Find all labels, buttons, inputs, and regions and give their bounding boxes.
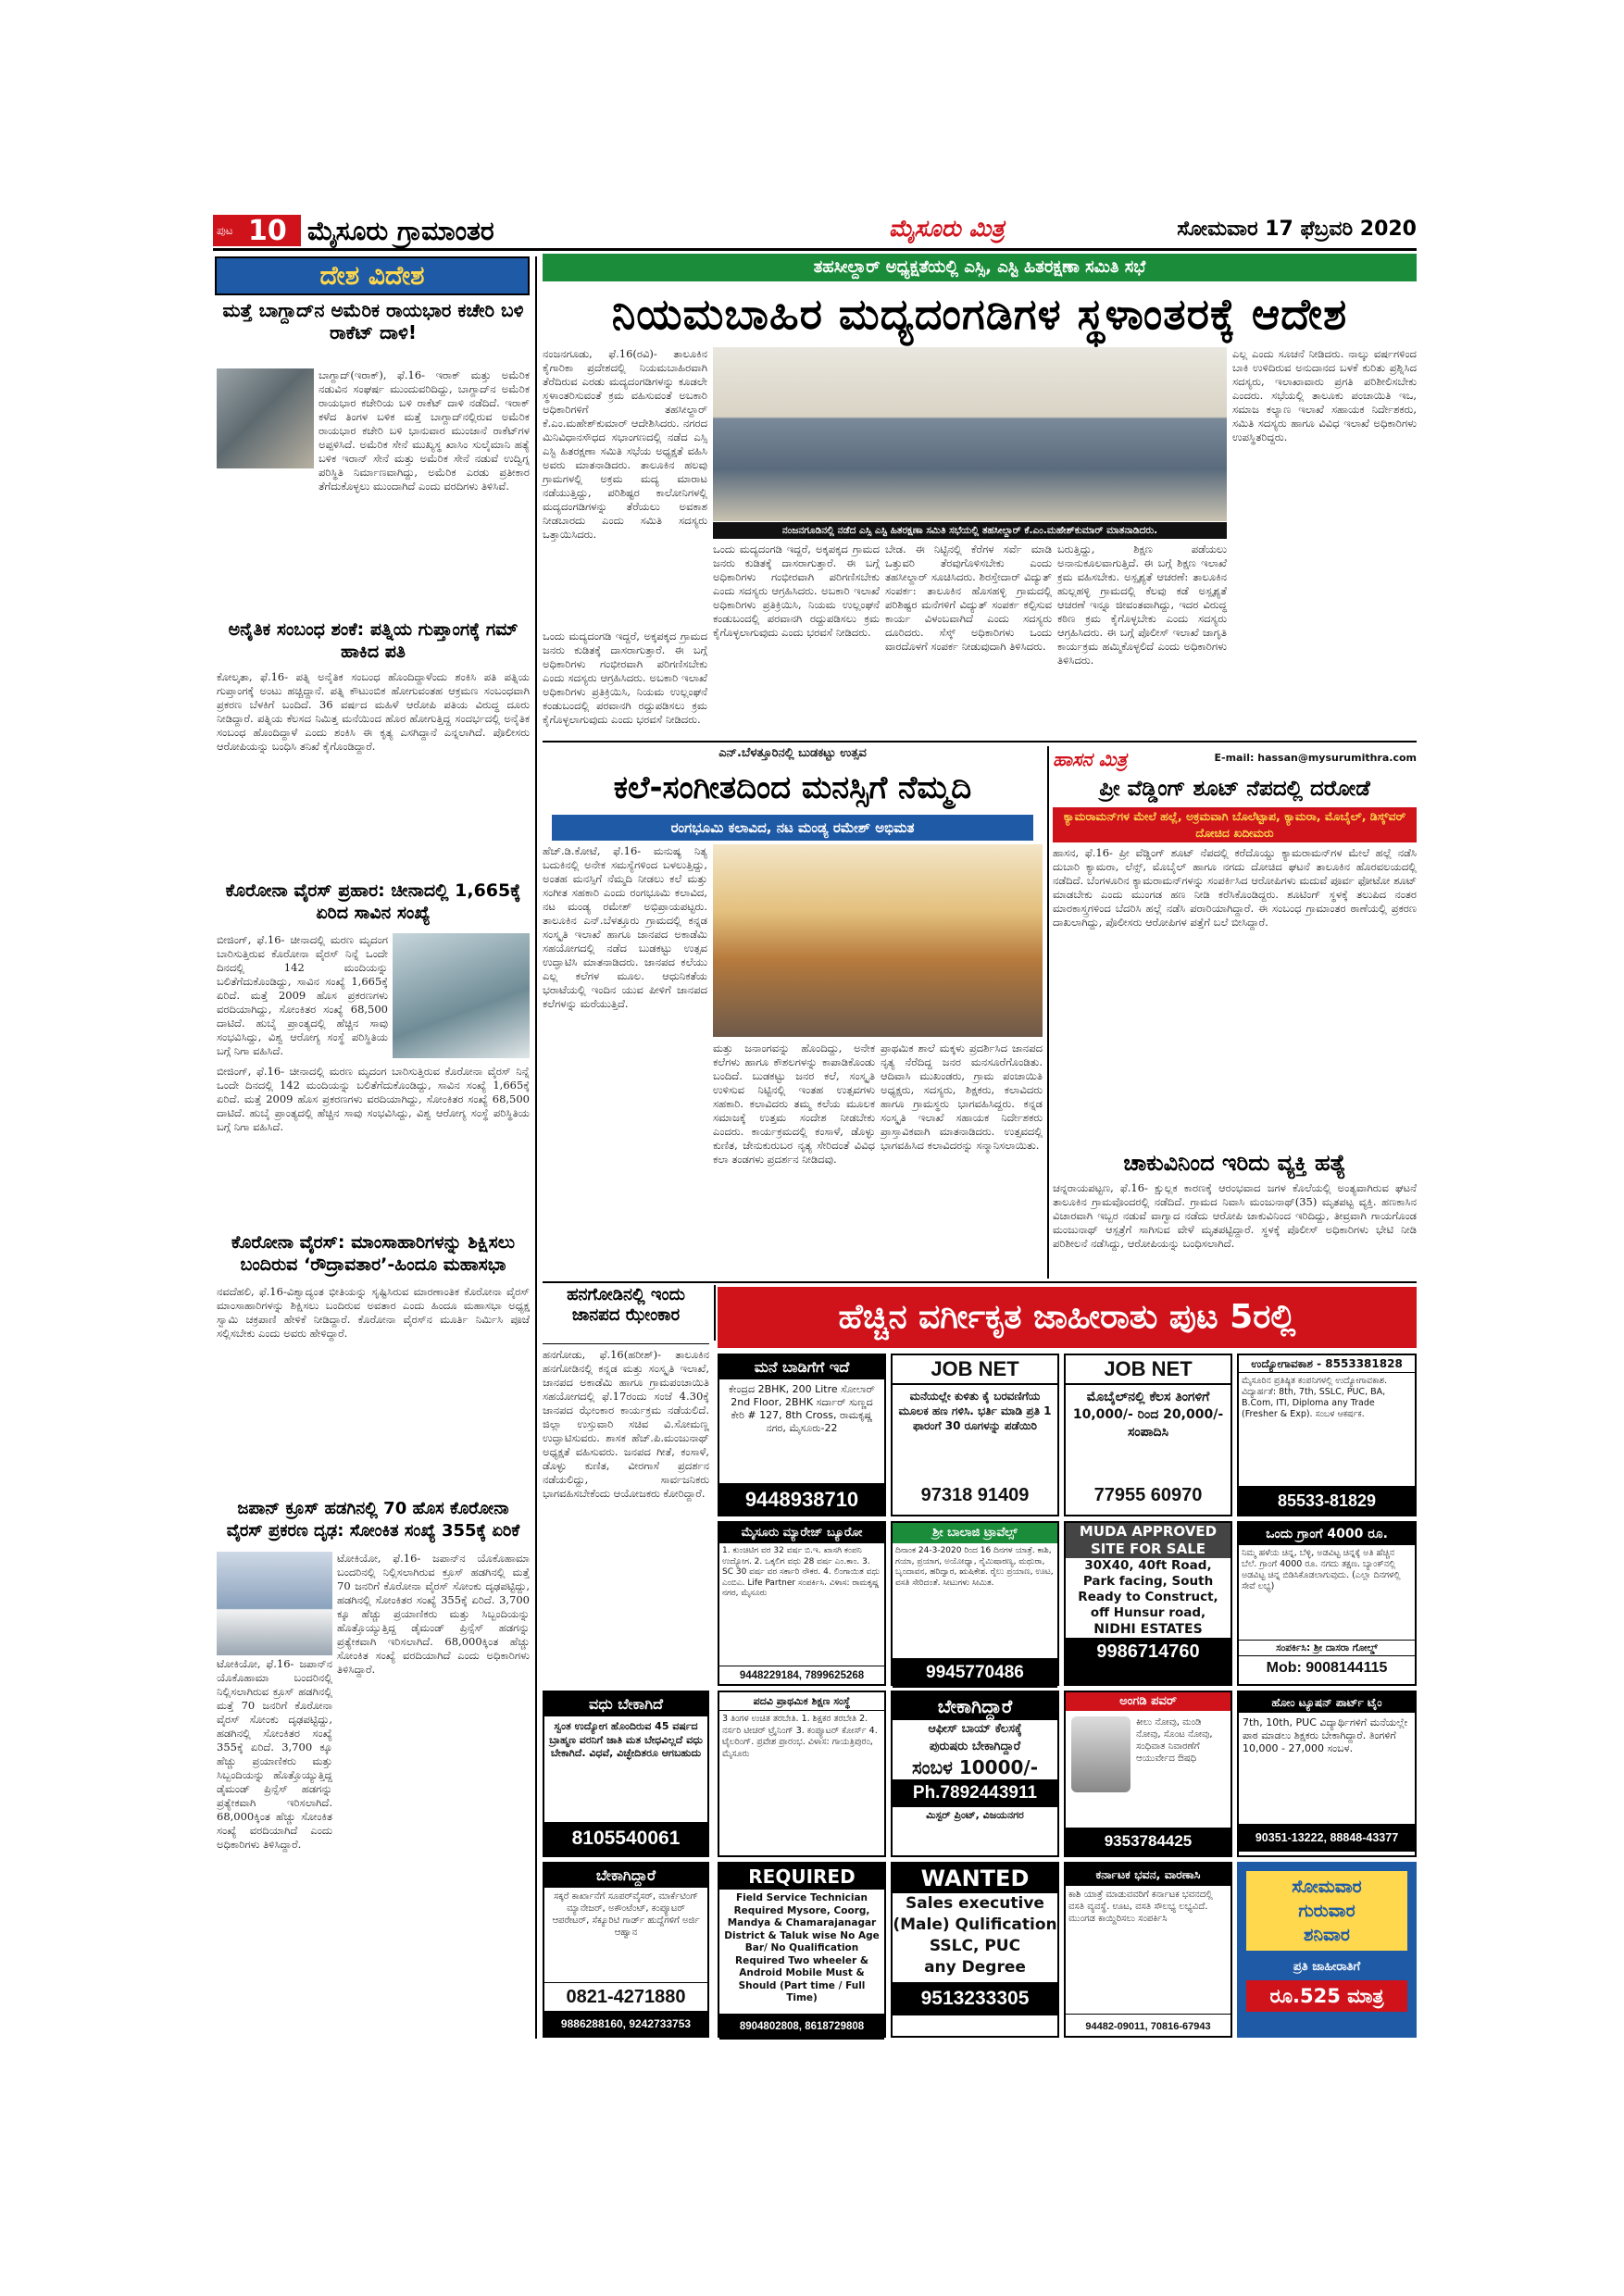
ad-marriage-bureau bbox=[718, 1521, 886, 1686]
ad-tuition bbox=[1237, 1691, 1417, 1857]
lead-photo-caption: ನಂಜನಗೂಡಿನಲ್ಲಿ ನಡೆದ ಎಸ್ಸಿ ಎಸ್ಟಿ ಹಿತರಕ್ಷಣಾ ಸಮಿತಿ ಸಭೆಯಲ್ಲಿ ತಹಸೀಲ್ದಾರ್ ಕೆ.ಎಂ.ಮಹೇಶ್‌ಕುಮಾರ್ ಮಾತನಾಡಿದರು. bbox=[713, 522, 1227, 539]
ad-house-heading: ಮನೆ ಬಾಡಿಗೆಗೆ ಇದೆ bbox=[719, 1355, 884, 1379]
lead-headline: ನಿಯಮಬಾಹಿರ ಮದ್ಯದಂಗಡಿಗಳ ಸ್ಥಳಾಂತರಕ್ಕೆ ಆದೇಶ bbox=[611, 289, 1348, 339]
story5-body-cont bbox=[217, 1657, 332, 1851]
lead-kicker-bar bbox=[543, 254, 1417, 281]
ad-ayurveda bbox=[1064, 1691, 1232, 1857]
ad-muda-line5: Ready to Construct, bbox=[1078, 1590, 1218, 1604]
ad-muda-line6: off Hunsur road, bbox=[1090, 1605, 1206, 1620]
ad-jobnet1-phone: 97318 91409 bbox=[920, 1485, 1030, 1505]
lead-col4: ಬರುತ್ತಿದ್ದು, ಶಿಕ್ಷಣ ಪಡೆಯಲು ಅನಾನುಕೂಲವಾಗುತ್ತಿದೆ. ಈ ಬಗ್ಗೆ ಶಿಕ್ಷಣ ಇಲಾಖೆ ಕ್ರಮ ವಹಿಸಬೇಕು. ಅಸ್ಪೃಶ್ಯತೆ ಆಚರಣೆ: ತಾಲೂಕಿನ ಹುಲ್ಲಹಳ್ಳಿ ಗ್ರಾಮದಲ್ಲಿ ಕೆಲವು ಕಡೆ ಅಸ್ಪೃಶ್ಯತೆ ಆಚರಣೆ ಇನ್ನೂ ಜೀವಂತವಾಗಿದ್ದು, ಇದರ ವಿರುದ್ಧ ಕಠಿಣ ಕ್ರಮ ಕೈಗೊಳ್ಳಬೇಕು ಎಂದು ಸದಸ್ಯರು ಆಗ್ರಹಿಸಿದರು. ಈ ಬಗ್ಗೆ ಪೊಲೀಸ್ ಇಲಾಖೆ ಜಾಗೃತಿ ಕಾರ್ಯಕ್ರಮ ಹಮ್ಮಿಕೊಳ್ಳಲಿದೆ ಎಂದು ಅಧಿಕಾರಿಗಳು ತಿಳಿಸಿದರು. bbox=[1057, 543, 1227, 667]
ad-promo-line2: ಗುರುವಾರ bbox=[1298, 1901, 1355, 1921]
ad-office-line1: ಆಫೀಸ್ ಬಾಯ್ ಕೆಲಸಕ್ಕೆ bbox=[928, 1722, 1022, 1736]
ad-office-line4: ಮಿಸ್ಟರ್ ಪ್ರಿಂಟ್, ವಿಜಯನಗರ bbox=[926, 1809, 1024, 1821]
ad-balaji-phone: 9945770486 bbox=[893, 1658, 1057, 1688]
ad-jobnet-2 bbox=[1064, 1354, 1232, 1516]
ad-wanted2-line1: Sales executive bbox=[906, 1894, 1044, 1913]
ad-wanted2-phone: 9513233305 bbox=[893, 1982, 1057, 2015]
ad-required-heading: REQUIRED bbox=[719, 1864, 884, 1890]
ad-muda-line3: 30X40, 40ft Road, bbox=[1084, 1558, 1212, 1573]
hasana-story2-headline: ಚಾಕುವಿನಿಂದ ಇರಿದು ವ್ಯಕ್ತಿ ಹತ್ಯೆ bbox=[1123, 1150, 1346, 1176]
section-title: ಮೈಸೂರು ಗ್ರಾಮಾಂತರ bbox=[307, 216, 494, 246]
page-tag: ಪುಟ bbox=[217, 224, 233, 237]
mid-divider bbox=[543, 1281, 1417, 1283]
ad-wanted2-line4: any Degree bbox=[924, 1958, 1026, 1977]
ad-wanted-1 bbox=[543, 1862, 709, 2038]
ad-bride-heading: ವಧು ಬೇಕಾಗಿದೆ bbox=[544, 1692, 707, 1716]
ad-bride-phone: 8105540061 bbox=[544, 1822, 707, 1855]
ad-karnataka-heading: ಕರ್ನಾಟಕ ಭವನ, ವಾರಣಾಸಿ bbox=[1066, 1864, 1230, 1886]
arts-photo bbox=[713, 844, 1043, 1037]
story1-photo bbox=[217, 368, 314, 468]
ad-karnataka-phone: 94482-09011, 70816-67943 bbox=[1066, 2014, 1230, 2039]
ad-promo-line3: ಶನಿವಾರ bbox=[1304, 1925, 1350, 1945]
ad-tuition-body: 7th, 10th, PUC ವಿದ್ಯಾರ್ಥಿಗಳಿಗೆ ಮನೆಯಲ್ಲೇ ಪಾಠ ಮಾಡಲು ಶಿಕ್ಷಕರು ಬೇಕಾಗಿದ್ದಾರೆ. ತಿಂಗಳಿಗೆ 10,000 - 27,000 ಸಂಬಳ. bbox=[1243, 1716, 1408, 1754]
lead-divider bbox=[543, 741, 1417, 742]
ad-wanted1-phone2: 9886288160, 9242733753 bbox=[544, 2011, 707, 2037]
arts-col1: ಹೆಚ್.ಡಿ.ಕೋಟೆ, ಫೆ.16- ಮನುಷ್ಯ ನಿತ್ಯ ಬದುಕಿನಲ್ಲಿ ಅನೇಕ ಸಮಸ್ಯೆಗಳಿಂದ ಬಳಲುತ್ತಿದ್ದು, ಅಂತಹ ಮನಸ್ಸಿಗೆ ನೆಮ್ಮದಿ ನೀಡಲು ಕಲೆ ಮತ್ತು ಸಂಗೀತ ಸಹಕಾರಿ ಎಂದು ರಂಗಭೂಮಿ ಕಲಾವಿದ, ನಟ ಮಂಡ್ಯ ರಮೇಶ್ ಅಭಿಪ್ರಾಯಪಟ್ಟರು. ತಾಲೂಕಿನ ಎನ್.ಬೆಳತ್ತೂರು ಗ್ರಾಮದಲ್ಲಿ ಕನ್ನಡ ಸಂಸ್ಕೃತಿ ಇಲಾಖೆ ಹಾಗೂ ಜಾನಪದ ಅಕಾಡೆಮಿ ಸಹಯೋಗದಲ್ಲಿ ನಡೆದ ಬುಡಕಟ್ಟು ಉತ್ಸವ ಉದ್ಘಾಟಿಸಿ ಮಾತನಾಡಿದರು. ಜಾನಪದ ಕಲೆಯು ಎಲ್ಲ ಕಲೆಗಳ ಮೂಲ. ಆಧುನಿಕತೆಯ ಭರಾಟೆಯಲ್ಲಿ ಇಂದಿನ ಯುವ ಪೀಳಿಗೆ ಜಾನಪದ ಕಲೆಗಳನ್ನು ಮರೆಯುತ್ತಿದೆ. bbox=[543, 844, 707, 1010]
ad-house-rent bbox=[718, 1354, 886, 1516]
classifieds-banner bbox=[718, 1287, 1417, 1348]
story3-photo bbox=[393, 933, 530, 1058]
ad-bride-wanted bbox=[543, 1691, 709, 1857]
story5-body: ಟೋಕಿಯೋ, ಫೆ.16- ಜಪಾನ್‌ನ ಯೊಕೊಹಾಮಾ ಬಂದರಿನಲ್ಲಿ ನಿಲ್ಲಿಸಲಾಗಿರುವ ಕ್ರೂಸ್ ಹಡಗಿನಲ್ಲಿ ಮತ್ತೆ 70 ಜನರಿಗೆ ಕೊರೋನಾ ವೈರಸ್ ಸೋಂಕು ದೃಢಪಟ್ಟಿದ್ದು, ಹಡಗಿನಲ್ಲಿ ಸೋಂಕಿತರ ಸಂಖ್ಯೆ 355ಕ್ಕೆ ಏರಿದೆ. 3,700 ಕ್ಕೂ ಹೆಚ್ಚು ಪ್ರಯಾಣಿಕರು ಮತ್ತು ಸಿಬ್ಬಂದಿಯನ್ನು ಹೊತ್ತೊಯ್ಯುತ್ತಿದ್ದ ಡೈಮಂಡ್ ಪ್ರಿನ್ಸೆಸ್ ಹಡಗನ್ನು ಪ್ರತ್ಯೇಕವಾಗಿ ಇರಿಸಲಾಗಿದೆ. 68,000ಕ್ಕಿಂತ ಹೆಚ್ಚು ಸೋಂಕಿತ ಸಂಖ್ಯೆ ವರದಿಯಾಗಿದೆ ಎಂದು ಅಧಿಕಾರಿಗಳು ತಿಳಿಸಿದ್ದಾರೆ. bbox=[337, 1552, 530, 1676]
ad-gold bbox=[1237, 1521, 1417, 1686]
ad-gold-heading: ಒಂದು ಗ್ರಾಂಗೆ 4000 ರೂ. bbox=[1239, 1523, 1415, 1545]
ad-required bbox=[718, 1862, 886, 2038]
ad-karnataka-body: ಕಾಶಿ ಯಾತ್ರೆ ಮಾಡುವವರಿಗೆ ಕರ್ನಾಟಕ ಭವನದಲ್ಲಿ ವಸತಿ ವ್ಯವಸ್ಥೆ. ಊಟ, ವಸತಿ ಸೌಲಭ್ಯ ಲಭ್ಯವಿದೆ. ಮುಂಗಡ ಕಾಯ್ದಿರಿಸಲು ಸಂಪರ್ಕಿಸಿ bbox=[1068, 1890, 1213, 1924]
ad-karnataka-bhavana bbox=[1064, 1862, 1232, 2038]
arts-subhead-bar bbox=[552, 815, 1033, 841]
ad-required-phone: 8904802808, 8618729808 bbox=[719, 2014, 884, 2040]
hasana-story1-headline: ಪ್ರೀ ವೆಡ್ಡಿಂಗ್ ಶೂಟ್ ನೆಪದಲ್ಲಿ ದರೋಡೆ bbox=[1099, 777, 1370, 801]
ad-muda-line4: Park facing, South bbox=[1082, 1574, 1214, 1589]
lead-kicker: ತಹಸೀಲ್ದಾರ್ ಅಧ್ಯಕ್ಷತೆಯಲ್ಲಿ ಎಸ್ಸಿ, ಎಸ್ಟಿ ಹಿತರಕ್ಷಣಾ ಸಮಿತಿ ಸಭೆ bbox=[813, 257, 1146, 277]
masthead-rule bbox=[213, 248, 1417, 251]
ad-muda-phone: 9986714760 bbox=[1096, 1641, 1200, 1662]
story1-body: ಬಾಗ್ದಾದ್(ಇರಾಕ್), ಫೆ.16- ಇರಾಕ್ ಮತ್ತು ಅಮೆರಿಕ ನಡುವಿನ ಸಂಘರ್ಷ ಮುಂದುವರಿದಿದ್ದು, ಬಾಗ್ದಾದ್‌ನ ಅಮೆರಿಕ ರಾಯಭಾರ ಕಚೇರಿಯ ಬಳಿ ರಾಕೆಟ್ ದಾಳಿ ನಡೆದಿದೆ. ಇರಾಕ್ ಕಳೆದ ತಿಂಗಳ ಬಳಿಕ ಮತ್ತೆ ಬಾಗ್ದಾದ್‌ನಲ್ಲಿರುವ ಅಮೆರಿಕ ರಾಯಭಾರ ಕಚೇರಿ ಬಳಿ ಭಾನುವಾರ ಮುಂಜಾನೆ ರಾಕೆಟ್‌ಗಳ ಅಪ್ಪಳಿಸಿದೆ. ಅಮೆರಿಕ ಸೇನೆ ಮುಖ್ಯಸ್ಥ ಖಾಸಿಂ ಸುಲೈಮಾನಿ ಹತ್ಯೆ ಬಳಿಕ ಇರಾನ್ ಸೇನೆ ಮತ್ತು ಅಮೆರಿಕ ಸೇನೆ ನಡುವೆ ಉದ್ವಿಗ್ನ ಪರಿಸ್ಥಿತಿ ನಿರ್ಮಾಣವಾಗಿದ್ದು, ಅಮೆರಿಕ ಎರಡು ಪ್ರತೀಕಾರ ತೆಗೆದುಕೊಳ್ಳಲು ಮುಂದಾಗಿದೆ ಎಂದು ವರದಿಗಳು ತಿಳಿಸಿವೆ. bbox=[319, 368, 530, 493]
ad-ayur-product bbox=[1071, 1716, 1131, 1792]
ad-office-heading: ಬೇಕಾಗಿದ್ದಾರೆ bbox=[893, 1692, 1057, 1720]
ad-muda-line1: MUDA APPROVED bbox=[1066, 1523, 1230, 1541]
hanagodu-divider bbox=[714, 1285, 716, 1341]
ad-balaji-travels bbox=[891, 1521, 1059, 1686]
story4-headline: ಕೊರೋನಾ ವೈರಸ್: ಮಾಂಸಾಹಾರಿಗಳನ್ನು ಶಿಕ್ಷಿಸಲು ಬಂದಿರುವ ‘ರೌದ್ರಾವತಾರ’-ಹಿಂದೂ ಮಹಾಸಭಾ bbox=[231, 1232, 516, 1275]
ad-udyoga bbox=[1237, 1354, 1417, 1516]
ad-promo-line4: ಪ್ರತಿ ಜಾಹೀರಾತಿಗೆ bbox=[1293, 1960, 1361, 1974]
left-column-divider bbox=[535, 256, 537, 2039]
lead-col1: ನಂಜನಗೂಡು, ಫೆ.16(ರವಿ)- ತಾಲೂಕಿನ ಕೈಗಾರಿಕಾ ಪ್ರದೇಶದಲ್ಲಿ ನಿಯಮಬಾಹಿರವಾಗಿ ತೆರೆದಿರುವ ಎರಡು ಮದ್ಯದಂಗಡಿಗಳನ್ನು ಕೂಡಲೇ ಸ್ಥಳಾಂತರಿಸುವಂತೆ ಕ್ರಮ ವಹಿಸುವಂತೆ ಅಬಕಾರಿ ಅಧಿಕಾರಿಗಳಿಗೆ ತಹಸೀಲ್ದಾರ್ ಕೆ.ಎಂ.ಮಹೇಶ್‌ಕುಮಾರ್ ಆದೇಶಿಸಿದರು. ನಗರದ ಮಿನಿವಿಧಾನಸೌಧದ ಸಭಾಂಗಣದಲ್ಲಿ ನಡೆದ ಎಸ್ಸಿ ಎಸ್ಟಿ ಹಿತರಕ್ಷಣಾ ಸಮಿತಿ ಸಭೆಯ ಅಧ್ಯಕ್ಷತೆ ವಹಿಸಿ ಅವರು ಮಾತನಾಡಿದರು. ತಾಲೂಕಿನ ಹಲವು ಗ್ರಾಮಗಳಲ್ಲಿ ಅಕ್ರಮ ಮದ್ಯ ಮಾರಾಟ ನಡೆಯುತ್ತಿದ್ದು, ಪರಿಶಿಷ್ಟರ ಕಾಲೋನಿಗಳಲ್ಲಿ ಮದ್ಯದಂಗಡಿಗಳನ್ನು ತೆರೆಯಲು ಅವಕಾಶ ನೀಡಬಾರದು ಎಂದು ಸಮಿತಿ ಸದಸ್ಯರು ಒತ್ತಾಯಿಸಿದರು. bbox=[543, 347, 707, 541]
hasana-story1-subhead: ಕ್ಯಾಮರಾಮನ್‌ಗಳ ಮೇಲೆ ಹಲ್ಲೆ, ಅಕ್ರಮವಾಗಿ ಬೊಲೆಟ್ಟಾಪ, ಕ್ಯಾಮರಾ, ಮೊಬೈಲ್, ಡಿಸ್ಕ್‌ವರ್ ದೋಚಿದ ಖದೀಮರು bbox=[1063, 809, 1406, 840]
ad-college-body: 3 ತಿಂಗಳ ಉಚಿತ ತರಬೇತಿ. 1. ಶಿಕ್ಷಕರ ತರಬೇತಿ 2. ನರ್ಸರಿ ಟೀಚರ್ ಟ್ರೈನಿಂಗ್ 3. ಕಂಪ್ಯೂಟರ್ ಕೋರ್ಸ್ 4. ಟೈಲರಿಂಗ್. ಪ್ರವೇಶ ಪ್ರಾರಂಭ. ವಿಳಾಸ: ಗಾಯತ್ರಿಪುರಂ, ಮೈಸೂರು bbox=[722, 1714, 878, 1759]
ad-jobnet2-phone: 77955 60970 bbox=[1093, 1485, 1203, 1505]
hasana-story1-subhead-bar bbox=[1053, 807, 1417, 842]
story4-body: ನವದೆಹಲಿ, ಫೆ.16-ವಿಶ್ವಾದ್ಯಂತ ಭೀತಿಯನ್ನು ಸೃಷ್ಟಿಸಿರುವ ಮಾರಣಾಂತಿಕ ಕೊರೋನಾ ವೈರಸ್ ಮಾಂಸಾಹಾರಿಗಳನ್ನು ಶಿಕ್ಷಿಸಲು ಬಂದಿರುವ ಅವತಾರ ಎಂದು ಹಿಂದೂ ಮಹಾಸಭಾ ಅಧ್ಯಕ್ಷ ಸ್ವಾಮಿ ಚಕ್ರಪಾಣಿ ಹೇಳಿಕೆ ನೀಡಿದ್ದಾರೆ. ಕೊರೋನಾ ವೈರಸ್‌ನ ಮೂರ್ತಿ ನಿರ್ಮಿಸಿ ಪೂಜೆ ಸಲ್ಲಿಸಬೇಕು ಎಂದು ಅವರು ಹೇಳಿದ್ದಾರೆ. bbox=[217, 1285, 530, 1340]
page-number-badge bbox=[213, 215, 301, 246]
story1-headline: ಮತ್ತೆ ಬಾಗ್ದಾದ್‌ನ ಅಮೆರಿಕ ರಾಯಭಾರ ಕಚೇರಿ ಬಳಿ ರಾಕೆಟ್ ದಾಳಿ! bbox=[222, 299, 524, 343]
story3-body-cont bbox=[217, 1065, 530, 1228]
ad-house-body: ಕೇಂದ್ರದ 2BHK, 200 Litre ಸೋಲಾರ್ 2nd Floor, 2BHK ಸರ್ದಾರ್ ಸುಣ್ಣದ ಕೇರಿ # 127, 8th Cross, ರಾಮಕೃಷ್ಣ ನಗರ, ಮೈಸೂರು-22 bbox=[728, 1383, 876, 1434]
hasana-email: E-mail: hassan@mysurumithra.com bbox=[1214, 752, 1417, 764]
ad-ayur-phone: 9353784425 bbox=[1066, 1828, 1230, 1855]
ad-jobnet-1 bbox=[891, 1354, 1059, 1516]
story5-photo bbox=[217, 1552, 332, 1655]
hanagodu-body: ಹನಗೋಡು, ಫೆ.16(ಹರೀಶ್)- ತಾಲೂಕಿನ ಹನಗೋಡಿನಲ್ಲಿ ಕನ್ನಡ ಮತ್ತು ಸಂಸ್ಕೃತಿ ಇಲಾಖೆ, ಜಾನಪದ ಅಕಾಡೆಮಿ ಹಾಗೂ ಗ್ರಾಮಪಂಚಾಯಿತಿ ಸಹಯೋಗದಲ್ಲಿ ಫೆ.17ರಂದು ಸಂಜೆ 4.30ಕ್ಕೆ ಜಾನಪದ ಝೇಂಕಾರ ಕಾರ್ಯಕ್ರಮ ನಡೆಯಲಿದೆ. ಜಿಲ್ಲಾ ಉಸ್ತುವಾರಿ ಸಚಿವ ವಿ.ಸೋಮಣ್ಣ ಉದ್ಘಾಟಿಸುವರು. ಶಾಸಕ ಹೆಚ್.ಪಿ.ಮಂಜುನಾಥ್ ಅಧ್ಯಕ್ಷತೆ ವಹಿಸುವರು. ಜನಪದ ಗೀತೆ, ಕಂಸಾಳೆ, ಡೊಳ್ಳು ಕುಣಿತ, ವೀರಗಾಸೆ ಪ್ರದರ್ಶನ ನಡೆಯಲಿದ್ದು, ಸಾರ್ವಜನಿಕರು ಭಾಗವಹಿಸಬೇಕೆಂದು ಆಯೋಜಕರು ಕೋರಿದ್ದಾರೆ. bbox=[543, 1348, 709, 1500]
ad-wanted1-body: ಸಕ್ಕರೆ ಕಾರ್ಖಾನೆಗೆ ಸೂಪರ್‌ವೈಸರ್, ಮಾರ್ಕೆಟಿಂಗ್ ಮ್ಯಾನೇಜರ್, ಅಕೌಂಟೆಂಟ್, ಕಂಪ್ಯೂಟರ್ ಆಪರೇಟರ್, ಸೆಕ್ಯೂರಿಟಿ ಗಾರ್ಡ್ ಹುದ್ದೆಗಳಿಗೆ ಅರ್ಜಿ ಆಹ್ವಾನ bbox=[552, 1891, 700, 1938]
ad-udyoga-body: ಮೈಸೂರಿನ ಪ್ರತಿಷ್ಠಿತ ಕಂಪನಿಗಳಲ್ಲಿ ಉದ್ಯೋಗಾವಕಾಶ. ವಿದ್ಯಾರ್ಹತೆ: 8th, 7th, SSLC, PUC, BA, B.Com, ITI, Diploma any Trade (Fresher & Exp). ಸಂಬಳ ಆಕರ್ಷಕ. bbox=[1242, 1376, 1388, 1419]
ad-promo-line1: ಸೋಮವಾರ bbox=[1292, 1877, 1362, 1897]
arts-subhead: ರಂಗಭೂಮಿ ಕಲಾವಿದ, ನಟ ಮಂಡ್ಯ ರಮೇಶ್ ಅಭಿಮತ bbox=[670, 819, 915, 836]
ad-wanted1-heading: ಬೇಕಾಗಿದ್ದಾರೆ bbox=[544, 1864, 707, 1888]
hasana-brand: ಹಾಸನ ಮಿತ್ರ bbox=[1053, 748, 1128, 770]
story2-body: ಕೋಲ್ಕತಾ, ಫೆ.16- ಪತ್ನಿ ಅನೈತಿಕ ಸಂಬಂಧ ಹೊಂದಿದ್ದಾಳೆಂದು ಶಂಕಿಸಿ ಪತಿ ಪತ್ನಿಯ ಗುಪ್ತಾಂಗಕ್ಕೆ ಅಂಟು ಹಚ್ಚಿದ್ದಾನೆ. ಪತ್ನಿ ಕೌಟುಂಬಿಕ ಹೋಗುವಂತಹ ಆಕ್ರಮಣ ಸಂಬಂಧವಾಗಿ ಪ್ರಕರಣ ಬೆಳಕಿಗೆ ಬಂದಿದೆ. 36 ವರ್ಷದ ಮಹಿಳೆ ಆರೋಪಿ ಪತಿಯ ವಿರುದ್ಧ ದೂರು ನೀಡಿದ್ದಾರೆ. ಪತ್ನಿಯ ಕೆಲಸದ ನಿಮಿತ್ತ ಮನೆಯಿಂದ ಹೊರ ಹೋಗುತ್ತಿದ್ದ ಸಂದರ್ಭದಲ್ಲಿ ಅನೈತಿಕ ಸಂಬಂಧ ಹೊಂದಿದ್ದಾಳೆ ಎಂದು ಶಂಕಿಸಿ ಈ ಕೃತ್ಯ ಎಸಗಿದ್ದಾನೆ ಎನ್ನಲಾಗಿದೆ. ಪೊಲೀಸರು ಆರೋಪಿಯನ್ನು ಬಂಧಿಸಿ ತನಿಖೆ ಕೈಗೊಂಡಿದ್ದಾರೆ. bbox=[217, 670, 530, 753]
ad-office-line3: ಸಂಬಳ 10000/- bbox=[911, 1756, 1039, 1778]
ad-balaji-body: ದಿನಾಂಕ 24-3-2020 ರಿಂದ 16 ದಿನಗಳ ಯಾತ್ರೆ. ಕಾಶಿ, ಗಯಾ, ಪ್ರಯಾಗ, ಅಯೋಧ್ಯಾ, ನೈಮಿಷಾರಣ್ಯ, ಮಥುರಾ, ಬೃಂದಾವನ, ಹರಿದ್ವಾರ, ಋಷಿಕೇಶ. ರೈಲು ಪ್ರಯಾಣ, ಊಟ, ವಸತಿ ಸೇರಿದಂತೆ. ಸೀಟುಗಳು ಸೀಮಿತ. bbox=[895, 1546, 1054, 1588]
ad-wanted2-line3: SSLC, PUC bbox=[929, 1937, 1021, 1955]
story3-body: ಬೀಜಿಂಗ್, ಫೆ.16- ಚೀನಾದಲ್ಲಿ ಮರಣ ಮೃದಂಗ ಬಾರಿಸುತ್ತಿರುವ ಕೊರೋನಾ ವೈರಸ್ ನಿನ್ನೆ ಒಂದೇ ದಿನದಲ್ಲಿ 142 ಮಂದಿಯನ್ನು ಬಲಿತೆಗೆದುಕೊಂಡಿದ್ದು, ಸಾವಿನ ಸಂಖ್ಯೆ 1,665ಕ್ಕೆ ಏರಿದೆ. ಮತ್ತೆ 2009 ಹೊಸ ಪ್ರಕರಣಗಳು ವರದಿಯಾಗಿದ್ದು, ಸೋಂಕಿತರ ಸಂಖ್ಯೆ 68,500 ದಾಟಿದೆ. ಹುಬೈ ಪ್ರಾಂತ್ಯದಲ್ಲಿ ಹೆಚ್ಚಿನ ಸಾವು ಸಂಭವಿಸಿದ್ದು, ವಿಶ್ವ ಆರೋಗ್ಯ ಸಂಸ್ಥೆ ಪರಿಸ್ಥಿತಿಯ ಬಗ್ಗೆ ನಿಗಾ ವಹಿಸಿದೆ. bbox=[217, 933, 388, 1057]
ad-marriage-body: 1. ಕುಂಚಿಟಿಗ ವರ 32 ವರ್ಷ ಬಿ.ಇ. ಖಾಸಗಿ ಕಂಪನಿ ಉದ್ಯೋಗ. 2. ಒಕ್ಕಲಿಗ ವಧು 28 ವರ್ಷ ಎಂ.ಕಾಂ. 3. SC 30 ವರ್ಷ ವರ ಸರ್ಕಾರಿ ನೌಕರ. 4. ಲಿಂಗಾಯಿತ ವಧು ಎಂಬಿಎ. Life Partner ಸಂಪರ್ಕಿಸಿ. ವಿಳಾಸ: ರಾಮಕೃಷ್ಣ ನಗರ, ಮೈಸೂರು bbox=[722, 1546, 881, 1598]
ad-promo bbox=[1237, 1862, 1417, 2038]
page-date: ಸೋಮವಾರ 17 ಫೆಬ್ರವರಿ 2020 bbox=[1177, 218, 1417, 241]
ad-office-phone: Ph.7892443911 bbox=[893, 1779, 1057, 1807]
ad-wanted-2 bbox=[891, 1862, 1059, 2038]
ad-jobnet2-body: ಮೊಬೈಲ್‌ನಲ್ಲಿ ಕೆಲಸ ತಿಂಗಳಿಗೆ 10,000/- ರಿಂದ 20,000/- ಸಂಪಾದಿಸಿ bbox=[1072, 1390, 1224, 1440]
ad-wanted2-line2: (Male) Qulification bbox=[893, 1915, 1057, 1934]
ad-house-phone: 9448938710 bbox=[719, 1483, 884, 1516]
classifieds-banner-text: ಹೆಚ್ಚಿನ ವರ್ಗೀಕೃತ ಜಾಹೀರಾತು ಪುಟ 5ರಲ್ಲಿ bbox=[838, 1298, 1296, 1336]
arts-kicker: ಎನ್‌.ಬೆಳತ್ತೂರಿನಲ್ಲಿ ಬುಡಕಟ್ಟು ಉತ್ಸವ bbox=[718, 746, 867, 760]
lead-photo bbox=[713, 347, 1227, 521]
desha-videsha-banner bbox=[215, 256, 530, 295]
hasana-story2-body: ಚನ್ನರಾಯಪಟ್ಟಣ, ಫೆ.16- ಕ್ಷುಲ್ಲಕ ಕಾರಣಕ್ಕೆ ಆರಂಭವಾದ ಜಗಳ ಕೊಲೆಯಲ್ಲಿ ಅಂತ್ಯವಾಗಿರುವ ಘಟನೆ ತಾಲೂಕಿನ ಗ್ರಾಮವೊಂದರಲ್ಲಿ ನಡೆದಿದೆ. ಗ್ರಾಮದ ನಿವಾಸಿ ಮಂಜುನಾಥ್(35) ಮೃತಪಟ್ಟ ವ್ಯಕ್ತಿ. ಹಣಕಾಸಿನ ವಿಚಾರವಾಗಿ ಇಬ್ಬರ ನಡುವೆ ವಾಗ್ವಾದ ನಡೆದು ಆರೋಪಿ ಚಾಕುವಿನಿಂದ ಇರಿದಿದ್ದು, ತೀವ್ರವಾಗಿ ಗಾಯಗೊಂಡ ಮಂಜುನಾಥ್ ಆಸ್ಪತ್ರೆಗೆ ಸಾಗಿಸುವ ವೇಳೆ ಮೃತಪಟ್ಟಿದ್ದಾರೆ. ಸ್ಥಳಕ್ಕೆ ಪೊಲೀಸ್ ಅಧಿಕಾರಿಗಳು ಭೇಟಿ ನೀಡಿ ಪರಿಶೀಲನೆ ನಡೆಸಿದ್ದು, ಆರೋಪಿಯನ್ನು ಬಂಧಿಸಲಾಗಿದೆ. bbox=[1053, 1181, 1417, 1250]
ad-jobnet2-heading: JOB NET bbox=[1066, 1355, 1230, 1385]
ad-college bbox=[718, 1691, 886, 1857]
ad-udyoga-phone: 85533-81829 bbox=[1239, 1486, 1415, 1516]
ad-jobnet1-body: ಮನೆಯಲ್ಲೇ ಕುಳಿತು ಕೈ ಬರವಣಿಗೆಯ ಮೂಲಕ ಹಣ ಗಳಿಸಿ. ಭರ್ತಿ ಮಾಡಿ ಪ್ರತಿ 1 ಫಾರಂಗೆ 30 ರೂಗಳನ್ನು ಪಡೆಯಿರಿ bbox=[898, 1390, 1052, 1432]
ad-udyoga-heading: ಉದ್ಯೋಗಾವಕಾಶ - 8553381828 bbox=[1239, 1355, 1415, 1373]
ad-office-line2: ಪುರುಷರು ಬೇಕಾಗಿದ್ದಾರೆ bbox=[929, 1740, 1021, 1753]
ad-muda-details bbox=[1066, 1558, 1230, 1638]
ad-ayur-heading: ಅಂಗಡಿ ಪವರ್ bbox=[1066, 1692, 1230, 1711]
story5-body-repeat: ಟೋಕಿಯೋ, ಫೆ.16- ಜಪಾನ್‌ನ ಯೊಕೊಹಾಮಾ ಬಂದರಿನಲ್ಲಿ ನಿಲ್ಲಿಸಲಾಗಿರುವ ಕ್ರೂಸ್ ಹಡಗಿನಲ್ಲಿ ಮತ್ತೆ 70 ಜನರಿಗೆ ಕೊರೋನಾ ವೈರಸ್ ಸೋಂಕು ದೃಢಪಟ್ಟಿದ್ದು, ಹಡಗಿನಲ್ಲಿ ಸೋಂಕಿತರ ಸಂಖ್ಯೆ 355ಕ್ಕೆ ಏರಿದೆ. 3,700 ಕ್ಕೂ ಹೆಚ್ಚು ಪ್ರಯಾಣಿಕರು ಮತ್ತು ಸಿಬ್ಬಂದಿಯನ್ನು ಹೊತ್ತೊಯ್ಯುತ್ತಿದ್ದ ಡೈಮಂಡ್ ಪ್ರಿನ್ಸೆಸ್ ಹಡಗನ್ನು ಪ್ರತ್ಯೇಕವಾಗಿ ಇರಿಸಲಾಗಿದೆ. 68,000ಕ್ಕಿಂತ ಹೆಚ್ಚು ಸೋಂಕಿತ ಸಂಖ್ಯೆ ವರದಿಯಾಗಿದೆ ಎಂದು ಅಧಿಕಾರಿಗಳು ತಿಳಿಸಿದ್ದಾರೆ. bbox=[217, 1657, 332, 1851]
lead-col2: ಒಂದು ಮದ್ಯದಂಗಡಿ ಇದ್ದರೆ, ಅಕ್ಕಪಕ್ಕದ ಗ್ರಾಮದ ಜನರು ಕುಡಿತಕ್ಕೆ ದಾಸರಾಗುತ್ತಾರೆ. ಈ ಬಗ್ಗೆ ಅಧಿಕಾರಿಗಳು ಗಂಭೀರವಾಗಿ ಪರಿಗಣಿಸಬೇಕು ಎಂದು ಸದಸ್ಯರು ಆಗ್ರಹಿಸಿದರು. ಅಬಕಾರಿ ಇಲಾಖೆ ಅಧಿಕಾರಿಗಳು ಪ್ರತಿಕ್ರಿಯಿಸಿ, ನಿಯಮ ಉಲ್ಲಂಘನೆ ಕಂಡುಬಂದಲ್ಲಿ ಪರವಾನಗಿ ರದ್ದುಪಡಿಸಲು ಕ್ರಮ ಕೈಗೊಳ್ಳಲಾಗುವುದು ಎಂದು ಭರವಸೆ ನೀಡಿದರು. bbox=[543, 630, 707, 726]
story3-body-repeat: ಬೀಜಿಂಗ್, ಫೆ.16- ಚೀನಾದಲ್ಲಿ ಮರಣ ಮೃದಂಗ ಬಾರಿಸುತ್ತಿರುವ ಕೊರೋನಾ ವೈರಸ್ ನಿನ್ನೆ ಒಂದೇ ದಿನದಲ್ಲಿ 142 ಮಂದಿಯನ್ನು ಬಲಿತೆಗೆದುಕೊಂಡಿದ್ದು, ಸಾವಿನ ಸಂಖ್ಯೆ 1,665ಕ್ಕೆ ಏರಿದೆ. ಮತ್ತೆ 2009 ಹೊಸ ಪ್ರಕರಣಗಳು ವರದಿಯಾಗಿದ್ದು, ಸೋಂಕಿತರ ಸಂಖ್ಯೆ 68,500 ದಾಟಿದೆ. ಹುಬೈ ಪ್ರಾಂತ್ಯದಲ್ಲಿ ಹೆಚ್ಚಿನ ಸಾವು ಸಂಭವಿಸಿದ್ದು, ವಿಶ್ವ ಆರೋಗ್ಯ ಸಂಸ್ಥೆ ಪರಿಸ್ಥಿತಿಯ ಬಗ್ಗೆ ನಿಗಾ ವಹಿಸಿದೆ. bbox=[217, 1065, 530, 1133]
ad-muda-line2: SITE FOR SALE bbox=[1066, 1541, 1230, 1558]
paper-name: ಮೈಸೂರು ಮಿತ್ರ bbox=[889, 215, 1005, 242]
ad-tuition-phone: 90351-13222, 88848-43377 bbox=[1239, 1824, 1415, 1852]
ad-muda-site bbox=[1064, 1521, 1232, 1686]
ad-muda-line7: NIDHI ESTATES bbox=[1093, 1622, 1203, 1637]
hanagodu-headline: ಹನಗೋಡಿನಲ್ಲಿ ಇಂದು ಜಾನಪದ ಝೇಂಕಾರ bbox=[543, 1285, 709, 1344]
story5-headline: ಜಪಾನ್ ಕ್ರೂಸ್ ಹಡಗಿನಲ್ಲಿ 70 ಹೊಸ ಕೊರೋನಾ ವೈರಸ್ ಪ್ರಕರಣ ದೃಢ: ಸೋಂಕಿತ ಸಂಖ್ಯೆ 355ಕ್ಕೆ ಏರಿಕೆ bbox=[226, 1499, 520, 1541]
ad-office-boy bbox=[891, 1691, 1059, 1857]
lead-col5: ಎಲ್ಲ ಎಂದು ಸೂಚನೆ ನೀಡಿದರು. ನಾಲ್ಕು ವರ್ಷಗಳಿಂದ ಬಾಕಿ ಉಳಿದಿರುವ ಅನುದಾನದ ಬಳಕೆ ಕುರಿತು ಪ್ರಶ್ನಿಸಿದ ಸದಸ್ಯರು, ಇಲಾಖಾವಾರು ಪ್ರಗತಿ ಪರಿಶೀಲಿಸಬೇಕು ಎಂದರು. ಸಭೆಯಲ್ಲಿ ತಾಲೂಕು ಪಂಚಾಯಿತಿ ಇಒ, ಸಮಾಜ ಕಲ್ಯಾಣ ಇಲಾಖೆ ಸಹಾಯಕ ನಿರ್ದೇಶಕರು, ಸಮಿತಿ ಸದಸ್ಯರು ಹಾಗೂ ವಿವಿಧ ಇಲಾಖೆ ಅಧಿಕಾರಿಗಳು ಉಪಸ್ಥಿತರಿದ್ದರು. bbox=[1232, 347, 1417, 443]
ad-jobnet1-heading: JOB NET bbox=[893, 1355, 1057, 1385]
lead-col2b bbox=[713, 543, 880, 737]
page-number: 10 bbox=[248, 215, 287, 247]
ad-required-body: Field Service Technician Required Mysore, Coorg, Mandya & Chamarajanagar District & Taluk wise No Age Bar/ No Qualification Required Two wheeler & Android Mobile Must & Should (Part time / Full Time) bbox=[724, 1892, 880, 2003]
ad-tuition-heading: ಹೋಂ ಟ್ಯೂಷನ್ ಪಾರ್ಟ್ ಟೈಂ bbox=[1239, 1692, 1415, 1713]
arts-headline: ಕಲೆ-ಸಂಗೀತದಿಂದ ಮನಸ್ಸಿಗೆ ನೆಮ್ಮದಿ bbox=[613, 769, 972, 806]
lead-col3: ಬೇಡ. ಈ ನಿಟ್ಟಿನಲ್ಲಿ ಕೆರೆಗಳ ಸರ್ವೆ ಮಾಡಿ ಒತ್ತುವರಿ ತೆರವುಗೊಳಿಸಬೇಕು ಎಂದು ತಹಸೀಲ್ದಾರ್ ಸೂಚಿಸಿದರು. ಶಿರಸ್ತೇದಾರ್ ವಿದ್ಯುತ್ ಸಂಪರ್ಕ: ತಾಲೂಕಿನ ಹೊಸಹಳ್ಳಿ ಗ್ರಾಮದಲ್ಲಿ ಪರಿಶಿಷ್ಟರ ಮನೆಗಳಿಗೆ ವಿದ್ಯುತ್ ಸಂಪರ್ಕ ಕಲ್ಪಿಸುವ ಕಾರ್ಯ ವಿಳಂಬವಾಗಿದೆ ಎಂದು ಸದಸ್ಯರು ದೂರಿದರು. ಸೆಸ್ಕ್ ಅಧಿಕಾರಿಗಳು ಒಂದು ವಾರದೊಳಗೆ ಸಂಪರ್ಕ ನೀಡುವುದಾಗಿ ತಿಳಿಸಿದರು. bbox=[885, 543, 1052, 653]
hasana-story1-body: ಹಾಸನ, ಫೆ.16- ಪ್ರೀ ವೆಡ್ಡಿಂಗ್ ಶೂಟ್ ನೆಪದಲ್ಲಿ ಕರೆದೊಯ್ದು ಕ್ಯಾಮರಾಮನ್‌ಗಳ ಮೇಲೆ ಹಲ್ಲೆ ನಡೆಸಿ ದುಬಾರಿ ಕ್ಯಾಮರಾ, ಲೆನ್ಸ್, ಮೊಬೈಲ್ ಹಾಗೂ ನಗದು ದೋಚಿದ ಘಟನೆ ತಾಲೂಕಿನ ಹೊರವಲಯದಲ್ಲಿ ನಡೆದಿದೆ. ಬೆಂಗಳೂರಿನ ಕ್ಯಾಮರಾಮನ್‌ಗಳನ್ನು ಸಂಪರ್ಕಿಸಿದ ಆರೋಪಿಗಳು ಮದುವೆ ಪೂರ್ವ ಫೋಟೋ ಶೂಟ್ ಮಾಡಬೇಕು ಎಂದು ಮುಂಗಡ ಹಣ ನೀಡಿ ಕರೆಸಿಕೊಂಡಿದ್ದರು. ಶೂಟಿಂಗ್ ಸ್ಥಳಕ್ಕೆ ತಲುಪಿದ ನಂತರ ಮಾರಕಾಸ್ತ್ರಗಳಿಂದ ಬೆದರಿಸಿ ಹಲ್ಲೆ ನಡೆಸಿ ಪರಾರಿಯಾಗಿದ್ದಾರೆ. ಈ ಸಂಬಂಧ ಗ್ರಾಮಾಂತರ ಠಾಣೆಯಲ್ಲಿ ಪ್ರಕರಣ ದಾಖಲಾಗಿದ್ದು, ಪೊಲೀಸರು ಆರೋಪಿಗಳ ಪತ್ತೆಗೆ ಬಲೆ ಬೀಸಿದ್ದಾರೆ. bbox=[1053, 846, 1417, 929]
ad-bride-body: ಸ್ವಂತ ಉದ್ಯೋಗ ಹೊಂದಿರುವ 45 ವರ್ಷದ ಬ್ರಾಹ್ಮಣ ವರನಿಗೆ ಜಾತಿ ಮತ ಬೇಧವಿಲ್ಲದೆ ವಧು ಬೇಕಾಗಿದೆ. ವಿಧವೆ, ವಿಚ್ಛೇದಿತರೂ ಆಗಬಹುದು bbox=[549, 1720, 703, 1759]
ad-promo-line5: ರೂ.525 ಮಾತ್ರ bbox=[1246, 1980, 1407, 2012]
ad-promo-days bbox=[1246, 1871, 1407, 1951]
arts-hasana-divider bbox=[1047, 746, 1049, 1279]
ad-marriage-phone: 9448229184, 7899625268 bbox=[719, 1666, 884, 1685]
arts-col2: ಮತ್ತು ಜನಾಂಗವನ್ನು ಹೊಂದಿದ್ದು, ಅನೇಕ ಕಲೆಗಳು ಹಾಗೂ ಕೌಶಲಗಳನ್ನು ಕಾಪಾಡಿಕೊಂಡು ಬಂದಿದೆ. ಬುಡಕಟ್ಟು ಜನರ ಕಲೆ, ಸಂಸ್ಕೃತಿ ಉಳಿಸುವ ನಿಟ್ಟಿನಲ್ಲಿ ಇಂತಹ ಉತ್ಸವಗಳು ಸಹಕಾರಿ. ಕಲಾವಿದರು ತಮ್ಮ ಕಲೆಯ ಮೂಲಕ ಸಮಾಜಕ್ಕೆ ಉತ್ತಮ ಸಂದೇಶ ನೀಡಬೇಕು ಎಂದರು. ಕಾರ್ಯಕ್ರಮದಲ್ಲಿ ಕಂಸಾಳೆ, ಡೊಳ್ಳು ಕುಣಿತ, ಜೇನುಕುರುಬರ ನೃತ್ಯ ಸೇರಿದಂತೆ ವಿವಿಧ ಕಲಾ ತಂಡಗಳು ಪ್ರದರ್ಶನ ನೀಡಿದವು. bbox=[713, 1042, 875, 1166]
lead-col2-repeat: ಒಂದು ಮದ್ಯದಂಗಡಿ ಇದ್ದರೆ, ಅಕ್ಕಪಕ್ಕದ ಗ್ರಾಮದ ಜನರು ಕುಡಿತಕ್ಕೆ ದಾಸರಾಗುತ್ತಾರೆ. ಈ ಬಗ್ಗೆ ಅಧಿಕಾರಿಗಳು ಗಂಭೀರವಾಗಿ ಪರಿಗಣಿಸಬೇಕು ಎಂದು ಸದಸ್ಯರು ಆಗ್ರಹಿಸಿದರು. ಅಬಕಾರಿ ಇಲಾಖೆ ಅಧಿಕಾರಿಗಳು ಪ್ರತಿಕ್ರಿಯಿಸಿ, ನಿಯಮ ಉಲ್ಲಂಘನೆ ಕಂಡುಬಂದಲ್ಲಿ ಪರವಾನಗಿ ರದ್ದುಪಡಿಸಲು ಕ್ರಮ ಕೈಗೊಳ್ಳಲಾಗುವುದು ಎಂದು ಭರವಸೆ ನೀಡಿದರು. bbox=[713, 543, 880, 639]
desha-videsha-title: ದೇಶ ವಿದೇಶ bbox=[319, 260, 425, 291]
ad-college-heading: ಪದವಿ ಪ್ರಾಥಮಿಕ ಶಿಕ್ಷಣ ಸಂಸ್ಥೆ bbox=[719, 1692, 884, 1711]
ad-ayur-body: ಕೀಲು ನೋವು, ಮಂಡಿ ನೋವು, ಸೊಂಟ ನೋವು, ಸಂಧಿವಾತ ನಿವಾರಣೆಗೆ ಆಯುರ್ವೇದ ಔಷಧಿ bbox=[1136, 1717, 1213, 1764]
ad-wanted2-heading: WANTED bbox=[893, 1864, 1057, 1893]
ad-wanted1-phone: 0821-4271880 bbox=[544, 1982, 707, 2011]
ad-gold-body: ನಿಮ್ಮ ಹಳೆಯ ಚಿನ್ನ, ಬೆಳ್ಳಿ, ಅಡವಿಟ್ಟ ಚಿನ್ನಕ್ಕೆ ಅತಿ ಹೆಚ್ಚಿನ ಬೆಲೆ. ಗ್ರಾಂಗೆ 4000 ರೂ. ನಗದು ತಕ್ಷಣ. ಬ್ಯಾಂಕ್‌ನಲ್ಲಿ ಅಡವಿಟ್ಟ ಚಿನ್ನ ಬಿಡಿಸಿಕೊಡಲಾಗುವುದು. (ಎಲ್ಲಾ ದಿನಗಳಲ್ಲಿ ಸೇವೆ ಲಭ್ಯ) bbox=[1242, 1548, 1401, 1591]
ad-balaji-heading: ಶ್ರೀ ಬಾಲಾಜಿ ಟ್ರಾವೆಲ್ಸ್ bbox=[893, 1523, 1057, 1543]
arts-col3: ಪ್ರಾಥಮಿಕ ಶಾಲೆ ಮಕ್ಕಳು ಪ್ರದರ್ಶಿಸಿದ ಜಾನಪದ ನೃತ್ಯ ನೆರೆದಿದ್ದ ಜನರ ಮನಸೂರೆಗೊಂಡಿತು. ಆದಿವಾಸಿ ಮುಖಂಡರು, ಗ್ರಾಮ ಪಂಚಾಯಿತಿ ಅಧ್ಯಕ್ಷರು, ಸದಸ್ಯರು, ಶಿಕ್ಷಕರು, ಕಲಾವಿದರು ಹಾಗೂ ಗ್ರಾಮಸ್ಥರು ಭಾಗವಹಿಸಿದ್ದರು. ಕನ್ನಡ ಸಂಸ್ಕೃತಿ ಇಲಾಖೆ ಸಹಾಯಕ ನಿರ್ದೇಶಕರು ಪ್ರಾಸ್ತಾವಿಕವಾಗಿ ಮಾತನಾಡಿದರು. ಉತ್ಸವದಲ್ಲಿ ಭಾಗವಹಿಸಿದ ಕಲಾವಿದರನ್ನು ಸನ್ಮಾನಿಸಲಾಯಿತು. bbox=[881, 1042, 1043, 1152]
story3-headline: ಕೊರೋನಾ ವೈರಸ್ ಪ್ರಹಾರ: ಚೀನಾದಲ್ಲಿ 1,665ಕ್ಕೆ ಏರಿದ ಸಾವಿನ ಸಂಖ್ಯೆ bbox=[225, 880, 521, 923]
ad-gold-contact: ಸಂಪರ್ಕಿಸಿ: ಶ್ರೀ ದಾಸರಾ ಗೋಲ್ಡ್ bbox=[1239, 1640, 1415, 1655]
ad-gold-phone: Mob: 9008144115 bbox=[1239, 1655, 1415, 1680]
ad-marriage-heading: ಮೈಸೂರು ಮ್ಯಾರೇಜ್ ಬ್ಯೂರೋ bbox=[719, 1523, 884, 1543]
story2-headline: ಅನೈತಿಕ ಸಂಬಂಧ ಶಂಕೆ: ಪತ್ನಿಯ ಗುಪ್ತಾಂಗಕ್ಕೆ ಗಮ್ ಹಾಕಿದ ಪತಿ bbox=[228, 619, 518, 662]
